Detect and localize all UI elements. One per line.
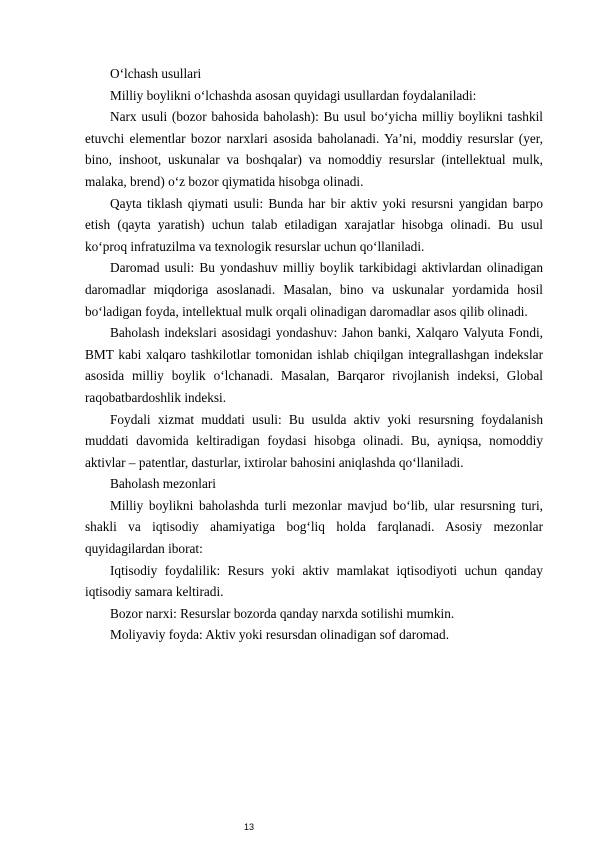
paragraph-useful-life-method: Foydali xizmat muddati usuli: Bu usulda aktiv yoki resursning foydalanish muddati davomida keltiradigan foydasi hisobga olinadi. Bu, ayniqsa, nomoddiy aktivlar – patentlar, dasturlar, ixtirolar bahosini aniqlashda qo‘llaniladi. xyxy=(85,411,543,470)
section-heading-measurement-methods: O‘lchash usullari xyxy=(110,66,202,81)
paragraph-market-price: Bozor narxi: Resurslar bozorda qanday narxda sotilishi mumkin. xyxy=(110,605,455,621)
intro-sentence: Milliy boylikni o‘lchashda asosan quyidagi usullardan foydalaniladi: xyxy=(110,87,477,103)
paragraph-economic-usefulness: Iqtisodiy foydalilik: Resurs yoki aktiv mamlakat iqtisodiyoti uchun qanday iqtisodiy samara keltiradi. xyxy=(85,562,543,600)
paragraph-criteria-intro: Milliy boylikni baholashda turli mezonlar mavjud bo‘lib, ular resursning turi, shakli va iqtisodiy ahamiyatiga bog‘liq holda farqlanadi. Asosiy mezonlar quyidagilardan iborat: xyxy=(85,497,543,557)
section-heading-criteria: Baholash mezonlari xyxy=(110,476,216,492)
paragraph-index-approach: Baholash indekslari asosidagi yondashuv: Jahon banki, Xalqaro Valyuta Fondi, BMT kabi xalqaro tashkilotlar tomonidan ishlab chiqilgan integrallashgan indekslar asosida milliy boylik o‘lchanadi. Masalan, Barqaror rivojlanish indeksi, Global raqobatbardoshlik indeksi. xyxy=(85,325,543,405)
paragraph-income-method: Daromad usuli: Bu yondashuv milliy boylik tarkibidagi aktivlardan olinadigan daromadlar miqdoriga asoslanadi. Masalan, bino va uskunalar yordamida hosil bo‘ladigan foyda, intellektual mulk orqali olinadigan daromadlar asos qilib olinadi. xyxy=(85,260,543,319)
page-number: 13 xyxy=(244,822,255,832)
page-body xyxy=(85,63,543,646)
paragraph-financial-profit: Moliyaviy foyda: Aktiv yoki resursdan olinadigan sof daromad. xyxy=(110,627,450,643)
paragraph-replacement-cost-method: Qayta tiklash qiymati usuli: Bunda har bir aktiv yoki resursni yangidan barpo etish (qayta yaratish) uchun talab etiladigan xarajatlar hisobga olinadi. Bu usul ko‘proq infratuzilma va texnologik resurslar uchun qo‘llaniladi. xyxy=(85,195,543,254)
paragraph-price-method: Narx usuli (bozor bahosida baholash): Bu usul bo‘yicha milliy boylikni tashkil etuvchi elementlar bozor narxlari asosida baholanadi. Ya’ni, moddiy resurslar (yer, bino, inshoot, uskunalar va boshqalar) va nomoddiy resurslar (intellektual mulk, malaka, brend) o‘z bozor qiymatida hisobga olinadi. xyxy=(85,109,543,189)
